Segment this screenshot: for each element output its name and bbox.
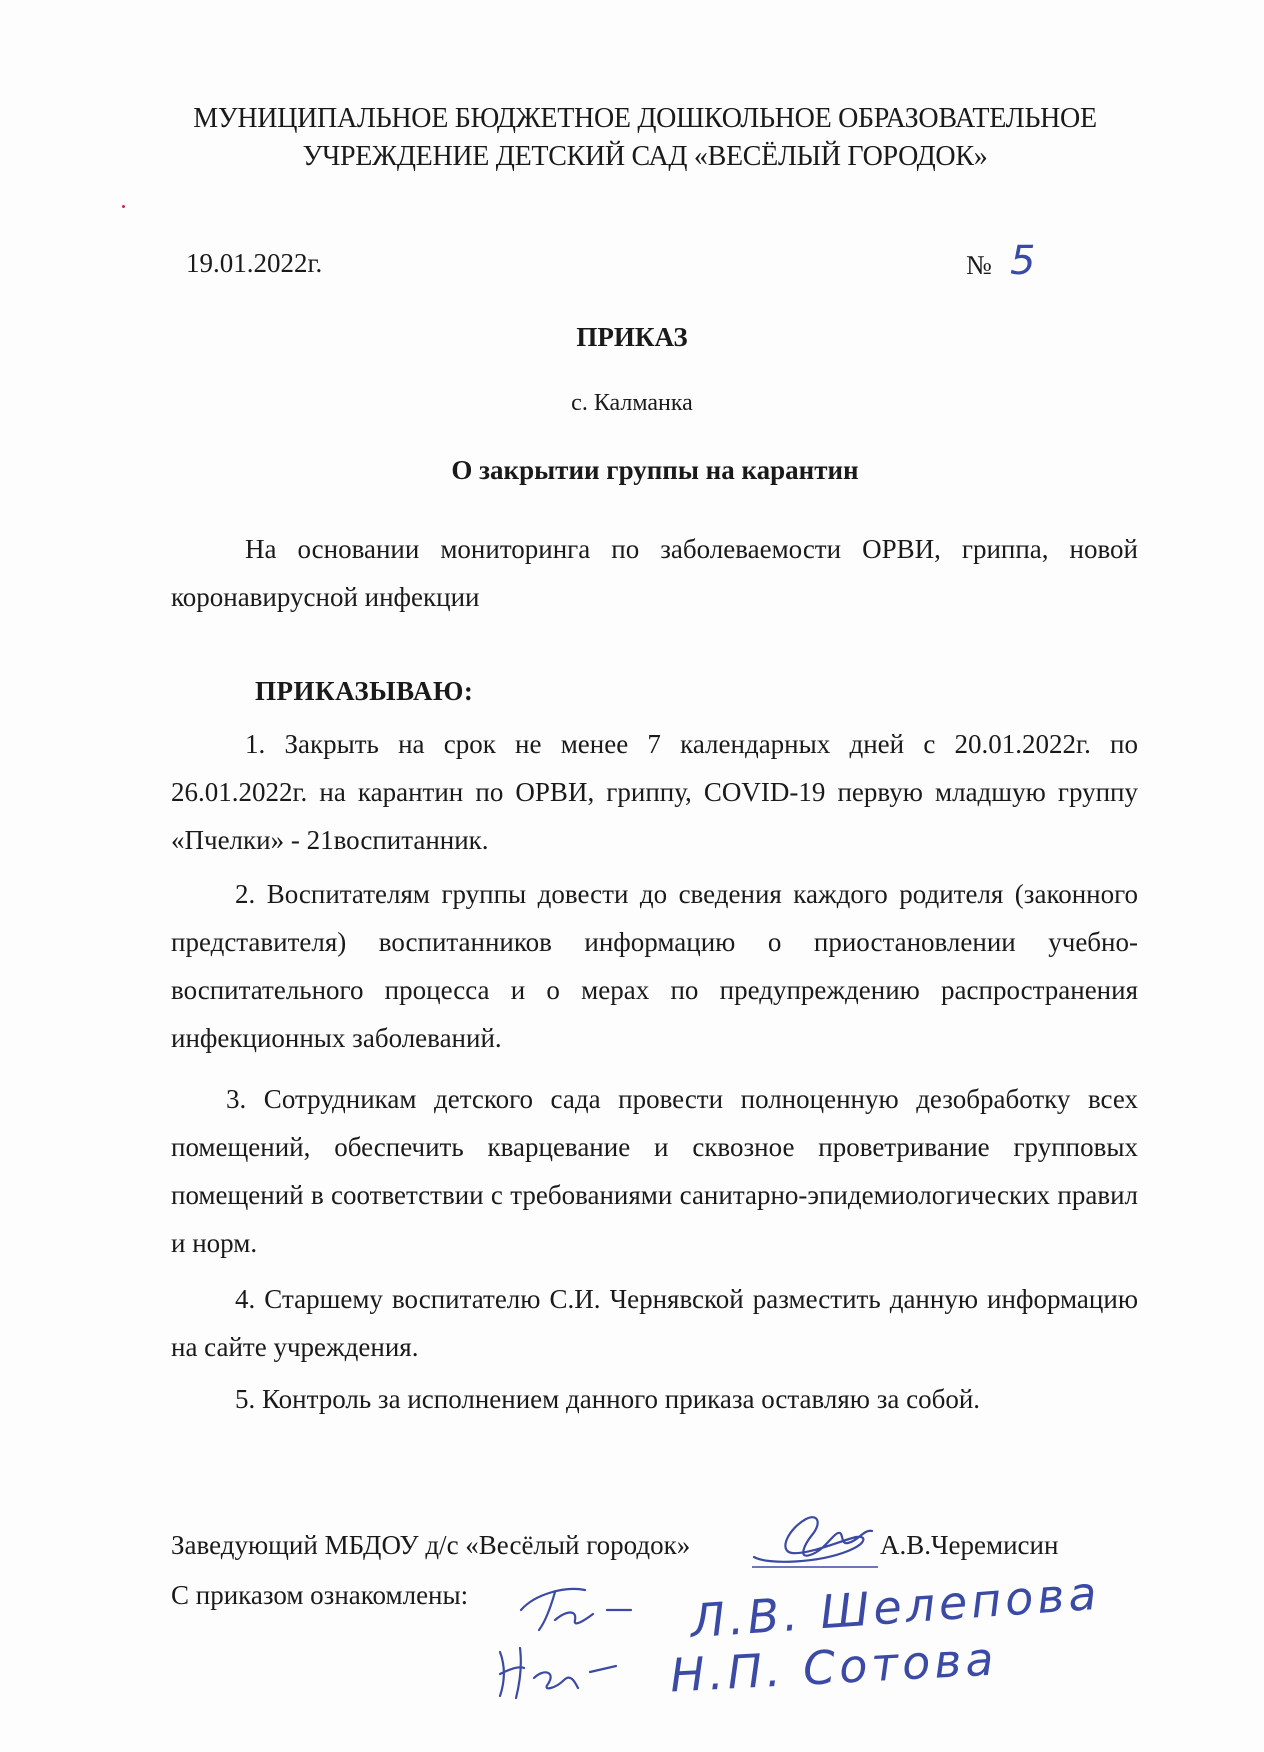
director-signature-icon	[748, 1505, 888, 1575]
order-item-1: 1. Закрыть на срок не менее 7 календарных дней с 20.01.2022г. по 26.01.2022г. на карантин по ОРВИ, гриппу, COVID-19 первую младшую группу «Пчелки» - 21воспитанник.	[171, 729, 1138, 855]
acknowledgement-name-2: Н.П. Сотова	[668, 1631, 999, 1703]
basis-paragraph: На основании мониторинга по заболеваемости ОРВИ, гриппа, новой коронавирусной инфекции	[171, 534, 1138, 612]
acknowledgement-label: С приказом ознакомлены:	[171, 1580, 469, 1610]
document-subject: О закрытии группы на карантин	[451, 455, 859, 485]
organization-line-1: МУНИЦИПАЛЬНОЕ БЮДЖЕТНОЕ ДОШКОЛЬНОЕ ОБРАЗОВАТЕЛЬНОЕ	[193, 103, 1097, 134]
order-item-3: 3. Сотрудникам детского сада провести полноценную дезобработку всех помещений, обеспечить кварцевание и сквозное проветривание групповых помещений в соответствии с требованиями санитарно-эпидемиологических правил и норм.	[171, 1084, 1138, 1258]
signer-name: А.В.Черемисин	[880, 1530, 1059, 1560]
order-word: ПРИКАЗЫВАЮ:	[255, 676, 474, 706]
order-item-5: 5. Контроль за исполнением данного приказа оставляю за собой.	[235, 1384, 981, 1414]
order-item-4: 4. Старшему воспитателю С.И. Чернявской разместить данную информацию на сайте учреждения.	[171, 1284, 1138, 1362]
acknowledgement-signature-1-icon	[515, 1580, 645, 1640]
document-title: ПРИКАЗ	[576, 322, 688, 352]
order-item-2: 2. Воспитателям группы довести до сведения каждого родителя (законного представителя) воспитанников информацию о приостановлении учебно-воспитательного процесса и о мерах по предупреждению распространения инфекционных заболеваний.	[171, 879, 1138, 1053]
organization-name	[150, 100, 1140, 176]
acknowledgement-signature-2-icon	[490, 1638, 640, 1704]
order-date: 19.01.2022г.	[186, 248, 323, 278]
document-place: с. Калманка	[571, 390, 693, 416]
organization-line-2: УЧРЕЖДЕНИЕ ДЕТСКИЙ САД «ВЕСЁЛЫЙ ГОРОДОК»	[302, 141, 988, 172]
order-number-label: №	[966, 250, 992, 280]
order-number-handwritten: 5	[1010, 238, 1036, 284]
acknowledgement-name-1: Л.В. Шелепова	[688, 1565, 1103, 1649]
scan-speck	[122, 205, 125, 208]
signer-title: Заведующий МБДОУ д/с «Весёлый городок»	[171, 1530, 691, 1560]
